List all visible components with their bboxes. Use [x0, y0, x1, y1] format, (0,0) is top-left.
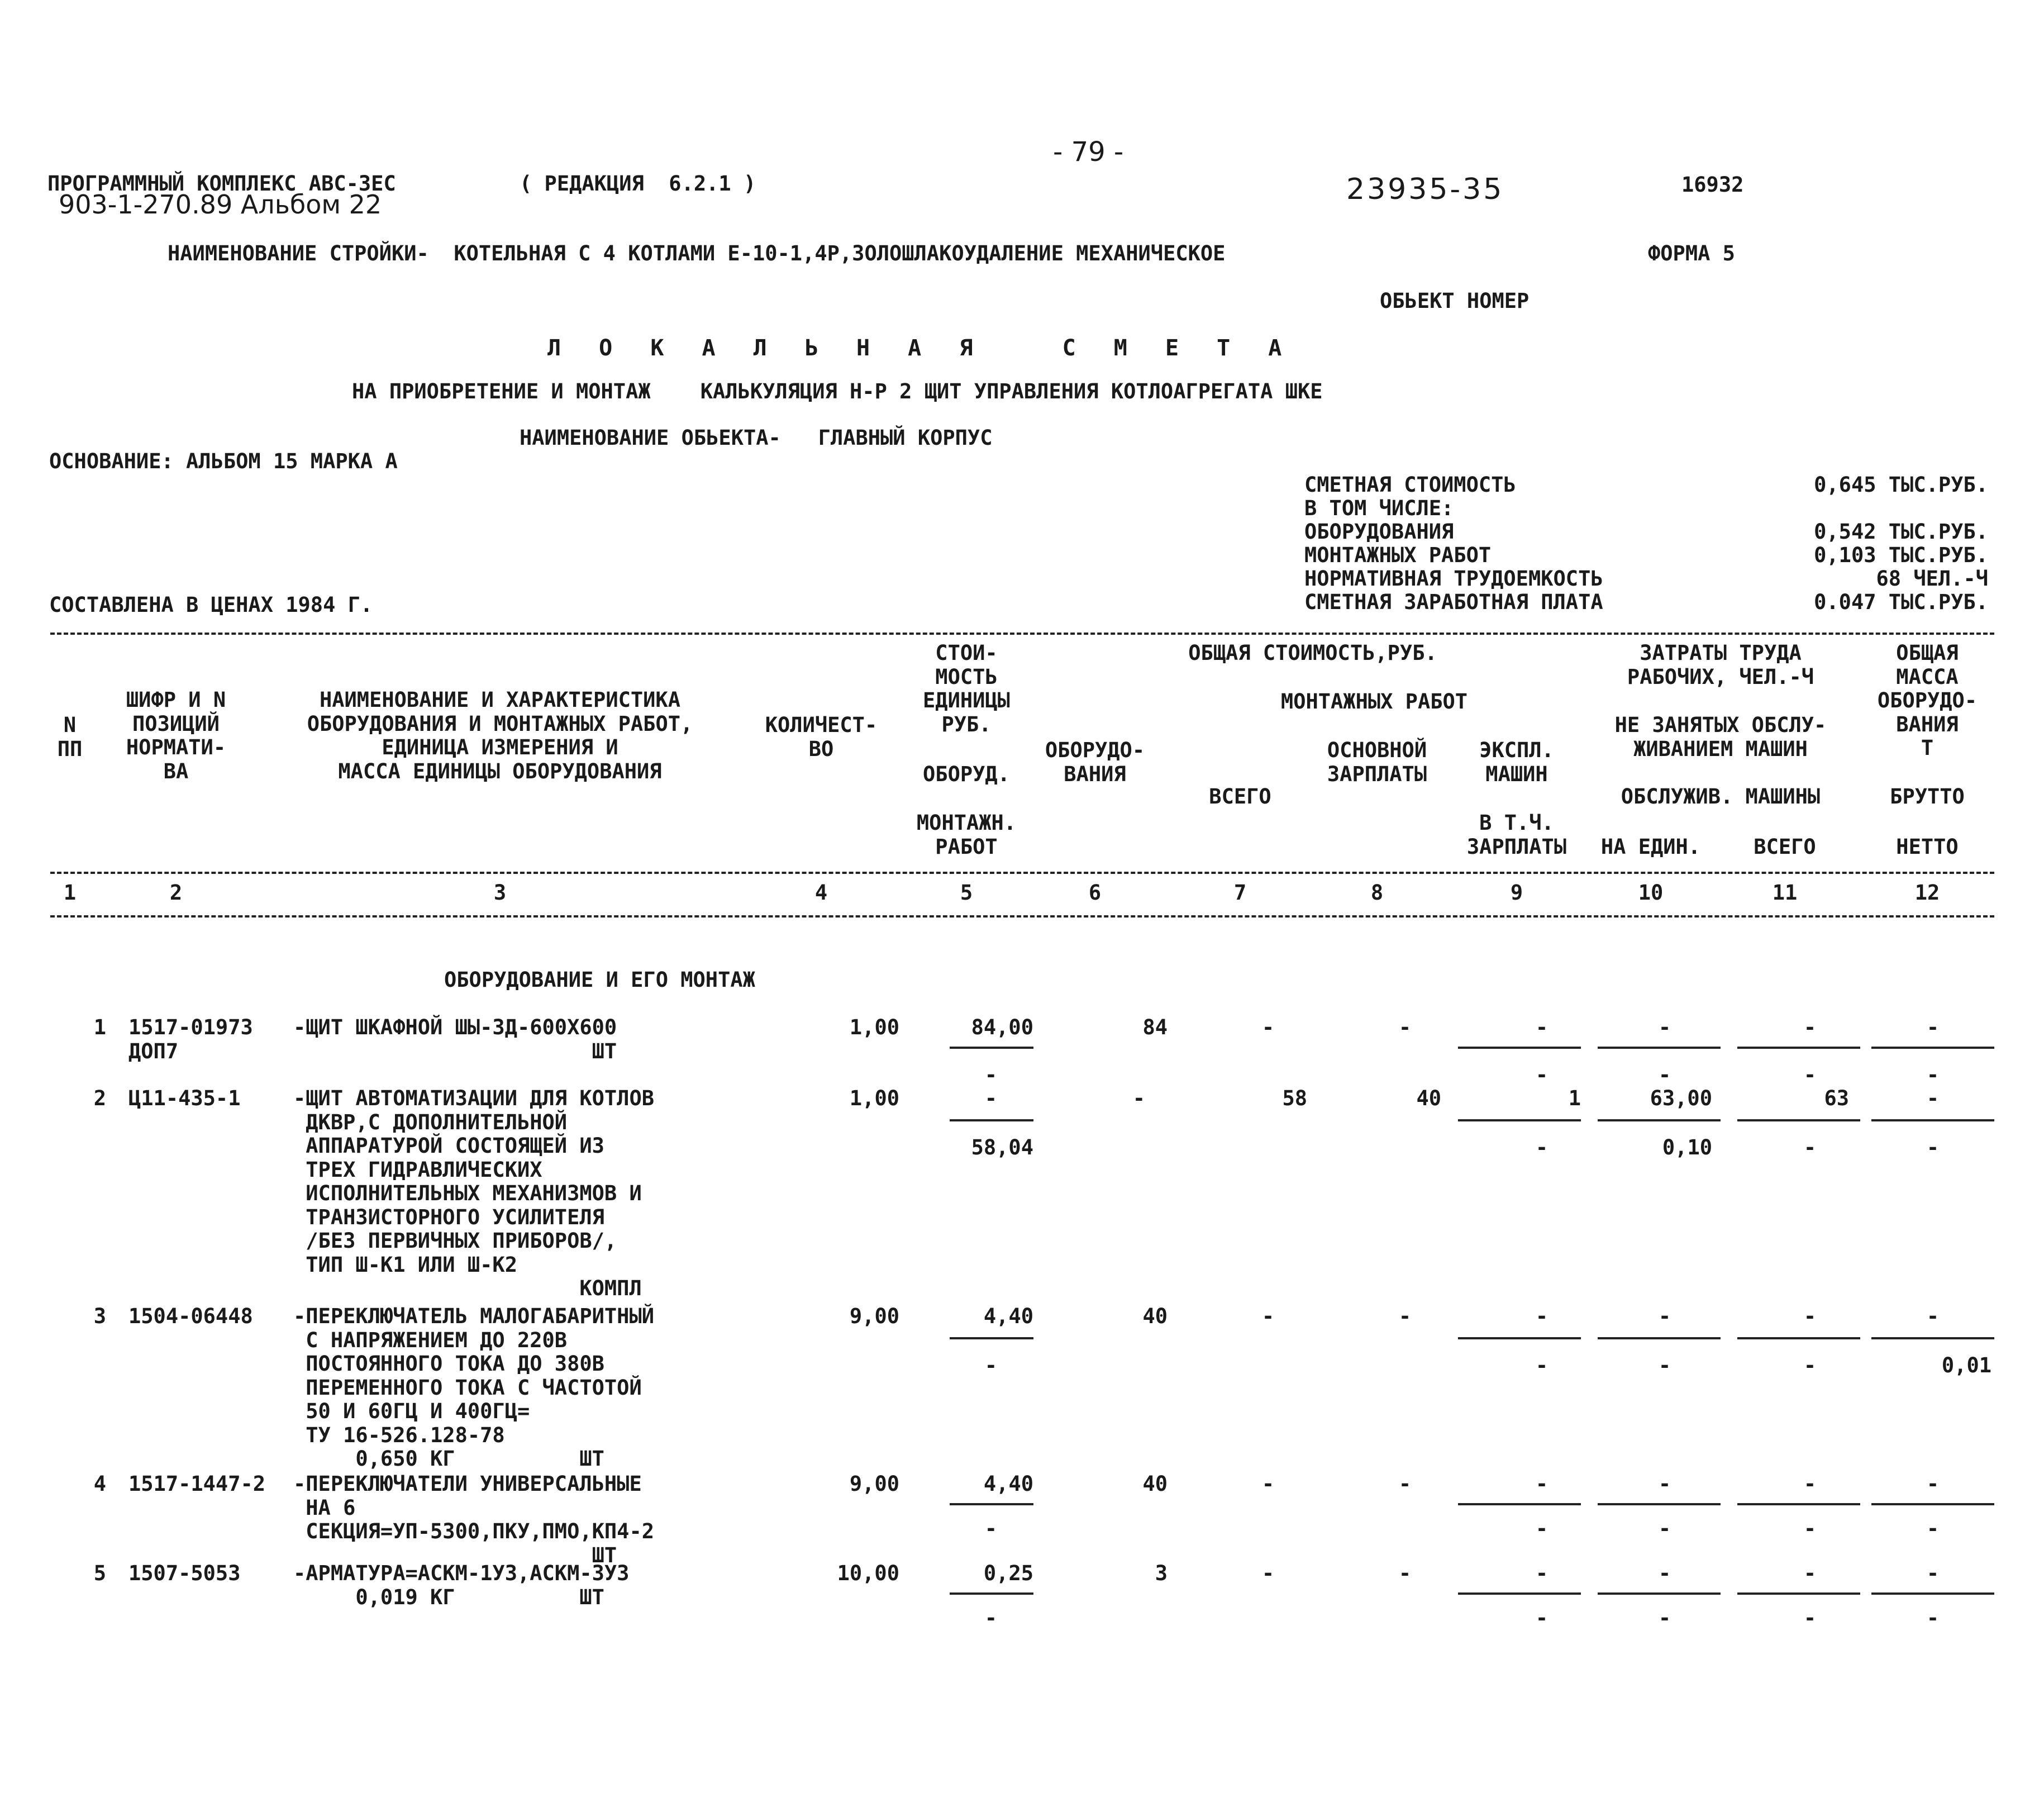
summary-value: 0.047 ТЫС.РУБ.: [1814, 590, 1988, 614]
row-labor-total: -: [1803, 1561, 1817, 1585]
cell-divider: [1458, 1119, 1581, 1121]
cell-divider: [1737, 1119, 1860, 1121]
row-labor-unit: -: [1658, 1015, 1671, 1039]
cell-divider: [1871, 1592, 1994, 1595]
header-col-9-top: ЭКСПЛ. МАШИН: [1479, 738, 1554, 786]
column-number: 11: [1772, 881, 1798, 905]
document-code: 23935-35: [1346, 173, 1504, 206]
header-labor-sub1: НЕ ЗАНЯТЫХ ОБСЛУ- ЖИВАНИЕМ МАШИН: [1614, 713, 1827, 761]
header-labor: ЗАТРАТЫ ТРУДА РАБОЧИХ, ЧЕЛ.-Ч: [1627, 641, 1814, 689]
summary-value: 0,103 ТЫС.РУБ.: [1814, 543, 1988, 567]
row-machines-salary: -: [1535, 1516, 1549, 1541]
row-labor-total: 63: [1824, 1086, 1849, 1110]
row-equipment: 84: [1142, 1015, 1168, 1039]
row-salary: -: [1398, 1472, 1412, 1496]
row-labor-total-machines: -: [1803, 1353, 1817, 1377]
summary-label: В ТОМ ЧИСЛЕ:: [1304, 496, 1454, 520]
cell-divider: [1598, 1047, 1721, 1049]
summary-label: СМЕТНАЯ СТОИМОСТЬ: [1304, 473, 1516, 497]
row-total: -: [1261, 1015, 1275, 1039]
row-total: -: [1261, 1304, 1275, 1328]
column-number: 2: [169, 881, 183, 905]
row-quantity: 1,00: [849, 1086, 899, 1110]
header-mount: МОНТАЖНЫХ РАБОТ: [1280, 690, 1468, 714]
row-labor-unit-machines: -: [1658, 1063, 1671, 1087]
row-machines: -: [1535, 1015, 1549, 1039]
row-quantity: 9,00: [849, 1304, 899, 1328]
row-quantity: 10,00: [837, 1561, 899, 1585]
cell-divider: [1737, 1592, 1860, 1595]
cell-divider: [1737, 1337, 1860, 1339]
header-col-11: ВСЕГО: [1754, 835, 1816, 859]
row-net-mass: -: [1926, 1516, 1940, 1541]
header-col-12-bot: НЕТТО: [1896, 835, 1959, 859]
column-number: 3: [493, 881, 507, 905]
header-total-cost: ОБЩАЯ СТОИМОСТЬ,РУБ.: [1188, 641, 1437, 665]
row-unit-mounting: -: [984, 1063, 997, 1087]
row-code: 1507-5053: [128, 1561, 241, 1585]
row-machines-salary: -: [1535, 1063, 1549, 1087]
row-machines: -: [1535, 1304, 1549, 1328]
cell-divider: [1598, 1503, 1721, 1505]
cell-divider: [1458, 1503, 1581, 1505]
header-col-8: ОСНОВНОЙ ЗАРПЛАТЫ: [1327, 738, 1427, 786]
row-labor-unit: -: [1658, 1304, 1671, 1328]
row-total: -: [1261, 1472, 1275, 1496]
row-gross-mass: -: [1926, 1015, 1940, 1039]
row-name: -ЩИТ АВТОМАТИЗАЦИИ ДЛЯ КОТЛОВ ДКВР,С ДОПОЛНИТЕЛЬНОЙ АППАРАТУРОЙ СОСТОЯЩЕЙ ИЗ ТРЕХ ГИДРАВЛИЧЕСКИХ ИСПОЛНИТЕЛЬНЫХ МЕХАНИЗМОВ И ТРАНЗИСТОРНОГО УСИЛИТЕЛЯ /БЕЗ ПЕРВИЧНЫХ ПРИБОРОВ/, ТИП Ш-К1 ИЛИ Ш-К2 КОМПЛ: [293, 1086, 655, 1301]
column-number: 7: [1233, 881, 1247, 905]
summary-value: 68 ЧЕЛ.-Ч: [1876, 567, 1988, 591]
row-unit-mounting: 58,04: [971, 1135, 1033, 1159]
row-salary: 40: [1416, 1086, 1441, 1110]
row-name: -ПЕРЕКЛЮЧАТЕЛИ УНИВЕРСАЛЬНЫЕ НА 6 СЕКЦИЯ=УП-5300,ПКУ,ПМО,КП4-2 ШТ: [293, 1472, 655, 1567]
row-labor-unit-machines: -: [1658, 1606, 1671, 1630]
row-labor-total-machines: -: [1803, 1516, 1817, 1541]
row-name: -ЩИТ ШКАФНОЙ ШЫ-ЗД-600Х600 ШТ: [293, 1015, 617, 1063]
row-labor-unit: 63,00: [1650, 1086, 1712, 1110]
column-numbers-rule: [50, 915, 1994, 917]
cell-divider: [1598, 1592, 1721, 1595]
header-col-5-top: СТОИ- МОСТЬ ЕДИНИЦЫ РУБ.: [923, 641, 1010, 736]
document-title: Л О К А Л Ь Н А Я С М Е Т А: [547, 335, 1294, 361]
row-machines-salary: -: [1535, 1353, 1549, 1377]
cell-divider: [1458, 1337, 1581, 1339]
row-total: -: [1261, 1561, 1275, 1585]
row-labor-total-machines: -: [1803, 1606, 1817, 1630]
cell-divider: [1871, 1047, 1994, 1049]
row-unit-equipment: 4,40: [983, 1304, 1033, 1328]
row-labor-total: -: [1803, 1015, 1817, 1039]
form-label: ФОРМА 5: [1648, 241, 1735, 265]
row-labor-unit-machines: -: [1658, 1516, 1671, 1541]
column-number: 9: [1510, 881, 1523, 905]
cell-divider: [1871, 1337, 1994, 1339]
table-top-rule: [50, 633, 1994, 635]
header-bottom-rule: [50, 872, 1994, 874]
cell-divider: [1458, 1047, 1581, 1049]
row-machines: -: [1535, 1472, 1549, 1496]
row-name: -АРМАТУРА=АСКМ-1УЗ,АСКМ-3УЗ 0,019 КГ ШТ: [293, 1561, 630, 1609]
object-name: НАИМЕНОВАНИЕ ОБЬЕКТА- ГЛАВНЫЙ КОРПУС: [520, 426, 993, 450]
cell-divider: [950, 1047, 1033, 1049]
row-gross-mass: -: [1926, 1561, 1940, 1585]
row-equipment: 3: [1155, 1561, 1168, 1585]
row-unit-equipment: 0,25: [983, 1561, 1033, 1585]
row-machines-salary: -: [1535, 1135, 1549, 1159]
cell-divider: [1458, 1592, 1581, 1595]
summary-label: НОРМАТИВНАЯ ТРУДОЕМКОСТЬ: [1304, 567, 1603, 591]
row-net-mass: 0,01: [1941, 1353, 1991, 1377]
summary-value: 0,645 ТЫС.РУБ.: [1814, 473, 1988, 497]
row-labor-total-machines: -: [1803, 1063, 1817, 1087]
row-unit-equipment: -: [984, 1086, 997, 1110]
edition: ( РЕДАКЦИЯ 6.2.1 ): [520, 172, 756, 196]
row-gross-mass: -: [1926, 1086, 1940, 1110]
column-number: 4: [814, 881, 828, 905]
row-labor-unit: -: [1658, 1472, 1671, 1496]
row-code: 1517-1447-2: [128, 1472, 266, 1496]
column-number: 6: [1088, 881, 1102, 905]
row-name: -ПЕРЕКЛЮЧАТЕЛЬ МАЛОГАБАРИТНЫЙ С НАПРЯЖЕНИЕМ ДО 220В ПОСТОЯННОГО ТОКА ДО 380В ПЕРЕМЕННОГО ТОКА С ЧАСТОТОЙ 50 И 60ГЦ И 400ГЦ= ТУ 16-526.128-78 0,650 КГ ШТ: [293, 1304, 655, 1471]
row-labor-unit-machines: 0,10: [1662, 1135, 1712, 1159]
row-number: 3: [93, 1304, 106, 1328]
summary-value: 0,542 ТЫС.РУБ.: [1814, 520, 1988, 544]
header-labor-sub2: ОБСЛУЖИВ. МАШИНЫ: [1621, 785, 1821, 809]
row-net-mass: -: [1926, 1063, 1940, 1087]
page-number: - 79 -: [1053, 136, 1124, 168]
document-subtitle: НА ПРИОБРЕТЕНИЕ И МОНТАЖ КАЛЬКУЛЯЦИЯ Н-Р 2 ЩИТ УПРАВЛЕНИЯ КОТЛОАГРЕГАТА ШКЕ: [352, 379, 1323, 403]
row-machines: -: [1535, 1561, 1549, 1585]
row-unit-mounting: -: [984, 1606, 997, 1630]
column-number: 5: [960, 881, 973, 905]
row-gross-mass: -: [1926, 1304, 1940, 1328]
row-unit-mounting: -: [984, 1516, 997, 1541]
row-number: 1: [93, 1015, 106, 1039]
column-number: 10: [1638, 881, 1664, 905]
column-number: 8: [1370, 881, 1384, 905]
program-name: ПРОГРАММНЫЙ КОМПЛЕКС АВС-3ЕС: [47, 172, 396, 196]
row-quantity: 9,00: [849, 1472, 899, 1496]
row-salary: -: [1398, 1561, 1412, 1585]
row-machines: 1: [1568, 1086, 1581, 1110]
row-equipment: 40: [1142, 1472, 1168, 1496]
header-col-2: ШИФР И N ПОЗИЦИЙ НОРМАТИ- ВА: [126, 688, 226, 783]
row-labor-total: -: [1803, 1304, 1817, 1328]
summary-label: СМЕТНАЯ ЗАРАБОТНАЯ ПЛАТА: [1304, 590, 1603, 614]
header-col-5-mid: ОБОРУД.: [923, 762, 1010, 786]
row-net-mass: -: [1926, 1606, 1940, 1630]
cell-divider: [950, 1119, 1033, 1121]
row-number: 2: [93, 1086, 106, 1110]
section-title: ОБОРУДОВАНИЕ И ЕГО МОНТАЖ: [444, 968, 755, 992]
row-labor-unit: -: [1658, 1561, 1671, 1585]
row-gross-mass: -: [1926, 1472, 1940, 1496]
row-number: 5: [93, 1561, 106, 1585]
row-salary: -: [1398, 1304, 1412, 1328]
header-col-5-bot: МОНТАЖН. РАБОТ: [916, 811, 1017, 859]
basis: ОСНОВАНИЕ: АЛЬБОМ 15 МАРКА А: [49, 449, 398, 473]
row-unit-equipment: 4,40: [983, 1472, 1033, 1496]
cell-divider: [950, 1503, 1033, 1505]
column-number: 12: [1914, 881, 1940, 905]
header-col-12-mid: БРУТТО: [1890, 785, 1965, 809]
row-code: 1517-01973 ДОП7: [128, 1015, 253, 1063]
cell-divider: [1871, 1119, 1994, 1121]
row-labor-total-machines: -: [1803, 1135, 1817, 1159]
row-labor-total: -: [1803, 1472, 1817, 1496]
row-machines-salary: -: [1535, 1606, 1549, 1630]
header-col-7: ВСЕГО: [1209, 785, 1271, 809]
header-col-12-top: ОБЩАЯ МАССА ОБОРУДО- ВАНИЯ Т: [1877, 641, 1978, 760]
row-equipment: 40: [1142, 1304, 1168, 1328]
cell-divider: [1598, 1119, 1721, 1121]
cell-divider: [1737, 1503, 1860, 1505]
cell-divider: [1871, 1503, 1994, 1505]
row-code: 1504-06448: [128, 1304, 253, 1328]
row-net-mass: -: [1926, 1135, 1940, 1159]
header-col-4: КОЛИЧЕСТ- ВО: [765, 713, 878, 761]
header-col-10: НА ЕДИН.: [1600, 835, 1701, 859]
column-number: 1: [63, 881, 77, 905]
summary-label: МОНТАЖНЫХ РАБОТ: [1304, 543, 1492, 567]
album-reference: 903-1-270.89 Альбом 22: [59, 189, 382, 220]
cell-divider: [950, 1592, 1033, 1595]
row-unit-equipment: 84,00: [971, 1015, 1033, 1039]
price-level: СОСТАВЛЕНА В ЦЕНАХ 1984 Г.: [49, 593, 373, 617]
summary-label: ОБОРУДОВАНИЯ: [1304, 520, 1454, 544]
row-salary: -: [1398, 1015, 1412, 1039]
row-code: Ц11-435-1: [128, 1086, 241, 1110]
object-number: ОБЬЕКТ НОМЕР: [1380, 289, 1530, 313]
document-number: 16932: [1681, 173, 1744, 197]
row-labor-unit-machines: -: [1658, 1353, 1671, 1377]
cell-divider: [1737, 1047, 1860, 1049]
row-total: 58: [1282, 1086, 1307, 1110]
row-number: 4: [93, 1472, 106, 1496]
construction-name: НАИМЕНОВАНИЕ СТРОЙКИ- КОТЕЛЬНАЯ С 4 КОТЛАМИ Е-10-1,4Р,ЗОЛОШЛАКОУДАЛЕНИЕ МЕХАНИЧЕСКОЕ: [168, 241, 1226, 265]
row-quantity: 1,00: [849, 1015, 899, 1039]
header-col-3: НАИМЕНОВАНИЕ И ХАРАКТЕРИСТИКА ОБОРУДОВАНИЯ И МОНТАЖНЫХ РАБОТ, ЕДИНИЦА ИЗМЕРЕНИЯ И МАССА ЕДИНИЦЫ ОБОРУДОВАНИЯ: [307, 688, 693, 783]
cell-divider: [1598, 1337, 1721, 1339]
header-col-6: ОБОРУДО- ВАНИЯ: [1045, 738, 1145, 786]
cell-divider: [950, 1337, 1033, 1339]
header-col-1: N ПП: [57, 713, 83, 761]
row-equipment: -: [1132, 1086, 1145, 1110]
header-col-9-bot: В Т.Ч. ЗАРПЛАТЫ: [1466, 811, 1567, 859]
row-unit-mounting: -: [984, 1353, 997, 1377]
